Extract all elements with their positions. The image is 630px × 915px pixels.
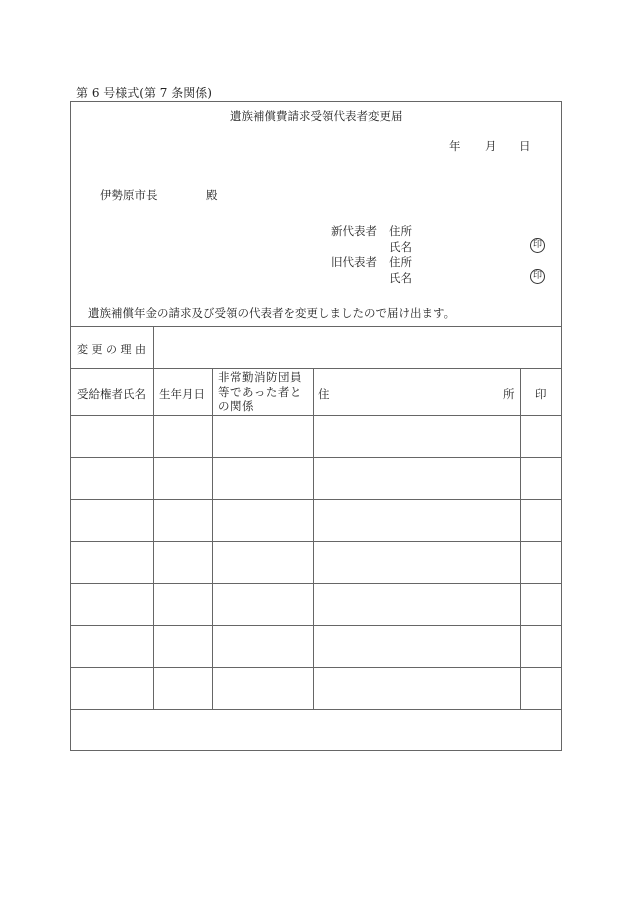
statement: 遺族補償年金の請求及び受領の代表者を変更しましたので届け出ます。 (88, 306, 456, 320)
header-birthdate: 生年月日 (159, 387, 205, 401)
cell-recipient-name[interactable] (71, 542, 152, 582)
cell-relationship[interactable] (213, 626, 312, 666)
cell-recipient-name[interactable] (71, 458, 152, 498)
reason-field[interactable] (154, 327, 560, 368)
cell-relationship[interactable] (213, 542, 312, 582)
cell-recipient-name[interactable] (71, 416, 152, 456)
new-rep-seal-icon: 印 (530, 238, 545, 253)
header-relationship: 非常勤消防団員等であった者との関係 (218, 370, 302, 413)
header-recipient-name: 受給権者氏名 (77, 387, 146, 401)
cell-seal[interactable] (521, 416, 560, 456)
cell-relationship[interactable] (213, 416, 312, 456)
cell-birthdate[interactable] (154, 584, 211, 624)
divider (70, 368, 562, 369)
date-year[interactable]: 年 (449, 139, 461, 153)
addressee-honorific: 殿 (206, 188, 218, 202)
cell-birthdate[interactable] (154, 542, 211, 582)
reason-label: 変 更 の 理 由 (77, 343, 146, 356)
cell-birthdate[interactable] (154, 500, 211, 540)
cell-address[interactable] (314, 626, 519, 666)
form-title: 遺族補償費請求受領代表者変更届 (230, 109, 403, 123)
cell-seal[interactable] (521, 542, 560, 582)
cell-recipient-name[interactable] (71, 668, 152, 708)
cell-address[interactable] (314, 416, 519, 456)
new-rep-address-label: 住所 (389, 224, 412, 238)
header-address-1: 住 (318, 387, 330, 401)
header-address-2: 所 (503, 387, 515, 401)
old-rep-address-label: 住所 (389, 255, 412, 269)
form-number: 第 6 号様式(第 7 条関係) (76, 86, 212, 100)
cell-recipient-name[interactable] (71, 500, 152, 540)
cell-seal[interactable] (521, 626, 560, 666)
date-month[interactable]: 月 (485, 139, 497, 153)
cell-relationship[interactable] (213, 584, 312, 624)
cell-address[interactable] (314, 584, 519, 624)
cell-relationship[interactable] (213, 458, 312, 498)
remarks-field[interactable] (71, 710, 560, 750)
old-rep-seal-icon: 印 (530, 269, 545, 284)
cell-relationship[interactable] (213, 668, 312, 708)
cell-relationship[interactable] (213, 500, 312, 540)
cell-seal[interactable] (521, 458, 560, 498)
new-rep-label: 新代表者 (331, 224, 377, 238)
cell-address[interactable] (314, 500, 519, 540)
cell-birthdate[interactable] (154, 416, 211, 456)
cell-recipient-name[interactable] (71, 626, 152, 666)
cell-seal[interactable] (521, 584, 560, 624)
cell-seal[interactable] (521, 668, 560, 708)
addressee-name: 伊勢原市長 (100, 188, 158, 202)
header-seal: 印 (535, 387, 547, 401)
cell-address[interactable] (314, 542, 519, 582)
cell-recipient-name[interactable] (71, 584, 152, 624)
old-rep-label: 旧代表者 (331, 255, 377, 269)
cell-birthdate[interactable] (154, 668, 211, 708)
date-day[interactable]: 日 (519, 139, 531, 153)
cell-address[interactable] (314, 458, 519, 498)
old-rep-name-label: 氏名 (389, 271, 412, 285)
cell-seal[interactable] (521, 500, 560, 540)
cell-address[interactable] (314, 668, 519, 708)
new-rep-name-label: 氏名 (389, 240, 412, 254)
cell-birthdate[interactable] (154, 458, 211, 498)
cell-birthdate[interactable] (154, 626, 211, 666)
